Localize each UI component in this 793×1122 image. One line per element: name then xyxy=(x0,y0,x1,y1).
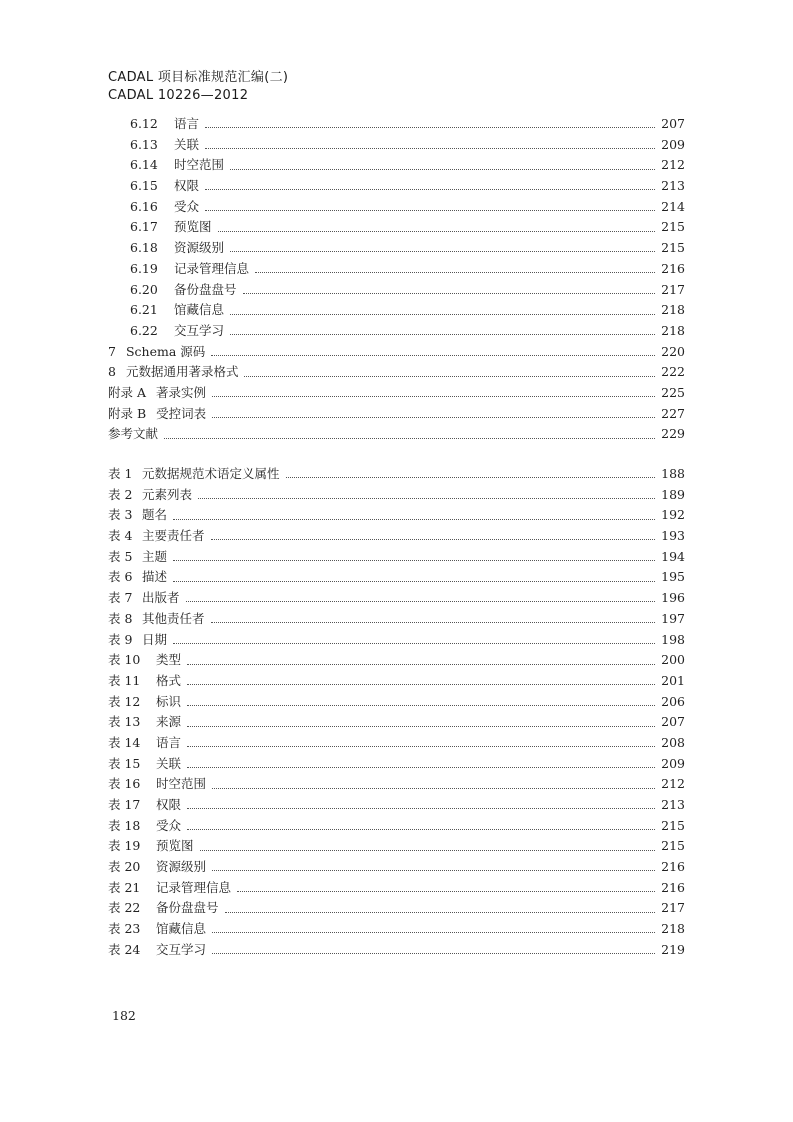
dot-leader xyxy=(212,869,655,871)
entry-title: 备份盘盘号 xyxy=(174,281,237,297)
dot-leader xyxy=(243,292,655,294)
dot-leader xyxy=(225,911,655,913)
dot-leader xyxy=(187,704,655,706)
entry-title: 受众 xyxy=(156,817,182,833)
dot-leader xyxy=(212,787,655,789)
table-list-entry[interactable] xyxy=(0,526,685,547)
dot-leader xyxy=(173,642,655,644)
entry-number: 6.15 xyxy=(130,178,158,194)
entry-number: 6.16 xyxy=(130,198,158,214)
entry-page-number: 214 xyxy=(661,198,685,214)
entry-title: 关联 xyxy=(156,755,182,771)
entry-number: 表 8 xyxy=(108,610,133,626)
toc-entry[interactable] xyxy=(0,342,685,363)
table-list-entry[interactable] xyxy=(0,464,685,485)
table-of-contents-sections xyxy=(0,114,793,445)
entry-page-number: 218 xyxy=(661,322,685,338)
entry-page-number: 212 xyxy=(661,776,685,792)
entry-title: 时空范围 xyxy=(156,776,207,792)
dot-leader xyxy=(187,766,655,768)
entry-page-number: 216 xyxy=(661,859,685,875)
entry-page-number: 215 xyxy=(661,817,685,833)
toc-entry[interactable] xyxy=(0,404,685,425)
entry-number: 表 1 xyxy=(108,466,133,481)
table-list-entry[interactable] xyxy=(0,692,685,713)
entry-number: 表 17 xyxy=(108,797,141,812)
entry-page-number: 218 xyxy=(661,921,685,937)
entry-title: 交互学习 xyxy=(174,322,225,338)
toc-entry[interactable] xyxy=(0,238,685,259)
entry-number: 7 xyxy=(108,343,116,359)
entry-title: 预览图 xyxy=(174,219,212,235)
table-list-entry[interactable] xyxy=(0,898,685,919)
entry-page-number: 198 xyxy=(661,631,685,647)
dot-leader xyxy=(187,683,655,685)
toc-entry[interactable] xyxy=(0,176,685,197)
entry-page-number: 193 xyxy=(661,528,685,544)
entry-title: 题名 xyxy=(142,507,168,523)
dot-leader xyxy=(200,849,655,851)
entry-page-number: 225 xyxy=(661,384,685,400)
entry-title: 记录管理信息 xyxy=(156,879,232,895)
running-header-standard-number: CADAL 10226—2012 xyxy=(108,88,249,103)
entry-page-number: 209 xyxy=(661,136,685,152)
entry-number: 6.17 xyxy=(130,219,158,235)
entry-page-number: 196 xyxy=(661,590,685,606)
dot-leader xyxy=(212,931,655,933)
dot-leader xyxy=(211,621,655,623)
toc-entry[interactable] xyxy=(0,300,685,321)
entry-number: 表 20 xyxy=(108,859,141,875)
dot-leader xyxy=(205,188,655,190)
dot-leader xyxy=(205,209,655,211)
entry-number: 表 12 xyxy=(108,693,141,709)
entry-page-number: 188 xyxy=(661,466,685,481)
table-list-entry[interactable] xyxy=(0,547,685,568)
entry-title: 交互学习 xyxy=(156,941,207,957)
entry-number: 表 19 xyxy=(108,838,141,854)
dot-leader xyxy=(187,745,655,747)
entry-title: 备份盘盘号 xyxy=(156,900,219,916)
entry-title: Schema 源码 xyxy=(125,343,206,359)
entry-page-number: 207 xyxy=(661,116,685,131)
entry-title: 语言 xyxy=(156,734,182,750)
entry-page-number: 219 xyxy=(661,941,685,957)
table-list-entry[interactable] xyxy=(0,485,685,506)
entry-title: 资源级别 xyxy=(156,859,207,875)
dot-leader xyxy=(186,600,655,602)
entry-page-number: 222 xyxy=(661,364,685,380)
dot-leader xyxy=(237,890,655,892)
entry-page-number: 201 xyxy=(661,672,685,688)
dot-leader xyxy=(230,250,655,252)
entry-title: 受众 xyxy=(174,198,200,214)
entry-page-number: 216 xyxy=(661,879,685,895)
toc-entry[interactable] xyxy=(0,383,685,404)
table-list-entry[interactable] xyxy=(0,774,685,795)
entry-page-number: 212 xyxy=(661,157,685,173)
entry-title: 馆藏信息 xyxy=(174,302,225,318)
table-list-entry[interactable] xyxy=(0,671,685,692)
entry-page-number: 218 xyxy=(661,302,685,318)
table-list-entry[interactable] xyxy=(0,650,685,671)
entry-title: 主题 xyxy=(142,548,168,564)
toc-entry[interactable] xyxy=(0,280,685,301)
entry-title: 时空范围 xyxy=(174,157,225,173)
entry-title: 出版者 xyxy=(142,590,180,606)
entry-number: 表 14 xyxy=(108,734,141,750)
dot-leader xyxy=(212,416,655,418)
entry-title: 标识 xyxy=(156,693,182,709)
table-of-contents-tables xyxy=(0,464,793,961)
dot-leader xyxy=(173,518,655,520)
table-list-entry[interactable] xyxy=(0,733,685,754)
entry-title: 格式 xyxy=(156,672,182,688)
dot-leader xyxy=(230,333,655,335)
entry-number: 表 7 xyxy=(108,590,133,606)
toc-entry[interactable] xyxy=(0,362,685,383)
dot-leader xyxy=(211,538,655,540)
table-list-entry[interactable] xyxy=(0,609,685,630)
entry-page-number: 194 xyxy=(661,548,685,564)
entry-page-number: 216 xyxy=(661,260,685,276)
entry-number: 6.19 xyxy=(130,260,158,276)
table-list-entry[interactable] xyxy=(0,836,685,857)
entry-number: 6.14 xyxy=(130,157,158,173)
entry-page-number: 208 xyxy=(661,734,685,750)
dot-leader xyxy=(187,828,655,830)
entry-number: 表 3 xyxy=(108,507,133,523)
dot-leader xyxy=(212,952,655,954)
entry-number: 6.18 xyxy=(130,240,158,256)
toc-entry[interactable] xyxy=(0,424,685,445)
entry-title: 语言 xyxy=(174,116,200,131)
entry-page-number: 215 xyxy=(661,838,685,854)
entry-page-number: 227 xyxy=(661,405,685,421)
page-number: 182 xyxy=(112,1008,136,1023)
entry-title: 来源 xyxy=(156,714,182,730)
dot-leader xyxy=(255,271,655,273)
entry-number: 表 11 xyxy=(108,672,141,688)
entry-number: 附录 B xyxy=(108,405,147,421)
entry-page-number: 215 xyxy=(661,240,685,256)
dot-leader xyxy=(230,313,655,315)
toc-entry[interactable] xyxy=(0,114,685,135)
table-list-entry[interactable] xyxy=(0,505,685,526)
entry-title: 类型 xyxy=(156,652,182,668)
entry-page-number: 220 xyxy=(661,343,685,359)
table-list-entry[interactable] xyxy=(0,712,685,733)
table-list-entry[interactable] xyxy=(0,857,685,878)
table-list-entry[interactable] xyxy=(0,940,685,961)
table-list-entry[interactable] xyxy=(0,567,685,588)
entry-page-number: 192 xyxy=(661,507,685,523)
toc-entry[interactable] xyxy=(0,259,685,280)
entry-title: 参考文献 xyxy=(108,426,159,442)
toc-entry[interactable] xyxy=(0,197,685,218)
entry-title: 描述 xyxy=(142,569,168,585)
entry-title: 记录管理信息 xyxy=(174,260,250,276)
entry-title: 受控词表 xyxy=(156,405,207,421)
table-list-entry[interactable] xyxy=(0,795,685,816)
table-list-entry[interactable] xyxy=(0,878,685,899)
dot-leader xyxy=(218,230,655,232)
dot-leader xyxy=(187,663,655,665)
dot-leader xyxy=(212,395,655,397)
table-list-entry[interactable] xyxy=(0,588,685,609)
entry-number: 表 18 xyxy=(108,817,141,833)
dot-leader xyxy=(211,354,655,356)
entry-page-number: 200 xyxy=(661,652,685,668)
dot-leader xyxy=(198,497,655,499)
toc-entry[interactable] xyxy=(0,155,685,176)
toc-entry[interactable] xyxy=(0,217,685,238)
entry-number: 8 xyxy=(108,364,116,380)
entry-page-number: 229 xyxy=(661,426,685,442)
entry-title: 元素列表 xyxy=(142,486,193,502)
entry-number: 表 21 xyxy=(108,879,141,895)
toc-entry[interactable] xyxy=(0,135,685,156)
entry-number: 6.12 xyxy=(130,116,158,131)
entry-number: 6.21 xyxy=(130,302,158,318)
entry-number: 表 22 xyxy=(108,900,141,916)
entry-number: 表 4 xyxy=(108,528,133,544)
dot-leader xyxy=(244,375,655,377)
entry-page-number: 215 xyxy=(661,219,685,235)
entry-page-number: 217 xyxy=(661,900,685,916)
entry-title: 元数据通用著录格式 xyxy=(125,364,239,380)
dot-leader xyxy=(205,147,655,149)
dot-leader xyxy=(205,126,655,128)
entry-number: 表 23 xyxy=(108,921,141,937)
toc-entry[interactable] xyxy=(0,321,685,342)
table-list-entry[interactable] xyxy=(0,754,685,775)
dot-leader xyxy=(230,168,655,170)
entry-page-number: 189 xyxy=(661,486,685,502)
entry-number: 表 24 xyxy=(108,941,141,957)
dot-leader xyxy=(173,580,655,582)
dot-leader xyxy=(286,476,655,478)
running-header-title: CADAL 项目标准规范汇编(二) xyxy=(108,70,289,85)
entry-page-number: 206 xyxy=(661,693,685,709)
entry-title: 主要责任者 xyxy=(142,528,205,544)
table-list-entry[interactable] xyxy=(0,630,685,651)
dot-leader xyxy=(164,437,655,439)
entry-title: 著录实例 xyxy=(156,384,207,400)
entry-number: 表 13 xyxy=(108,714,141,730)
entry-number: 表 10 xyxy=(108,652,141,668)
dot-leader xyxy=(187,807,655,809)
table-list-entry[interactable] xyxy=(0,816,685,837)
entry-title: 馆藏信息 xyxy=(156,921,207,937)
entry-title: 权限 xyxy=(174,178,200,194)
entry-title: 关联 xyxy=(174,136,200,152)
entry-page-number: 217 xyxy=(661,281,685,297)
table-list-entry[interactable] xyxy=(0,919,685,940)
entry-number: 表 6 xyxy=(108,569,133,585)
entry-page-number: 213 xyxy=(661,797,685,812)
entry-page-number: 195 xyxy=(661,569,685,585)
entry-title: 权限 xyxy=(156,797,182,812)
entry-number: 表 5 xyxy=(108,548,133,564)
entry-number: 6.13 xyxy=(130,136,158,152)
dot-leader xyxy=(187,725,655,727)
entry-title: 资源级别 xyxy=(174,240,225,256)
entry-number: 表 15 xyxy=(108,755,141,771)
entry-title: 其他责任者 xyxy=(142,610,205,626)
entry-number: 表 16 xyxy=(108,776,141,792)
entry-page-number: 213 xyxy=(661,178,685,194)
entry-title: 日期 xyxy=(142,631,168,647)
entry-number: 表 2 xyxy=(108,486,133,502)
entry-number: 6.22 xyxy=(130,322,158,338)
entry-number: 表 9 xyxy=(108,631,133,647)
entry-number: 6.20 xyxy=(130,281,158,297)
entry-title: 元数据规范术语定义属性 xyxy=(142,466,280,481)
entry-title: 预览图 xyxy=(156,838,194,854)
entry-page-number: 207 xyxy=(661,714,685,730)
entry-page-number: 197 xyxy=(661,610,685,626)
dot-leader xyxy=(173,559,655,561)
entry-page-number: 209 xyxy=(661,755,685,771)
entry-number: 附录 A xyxy=(108,384,147,400)
